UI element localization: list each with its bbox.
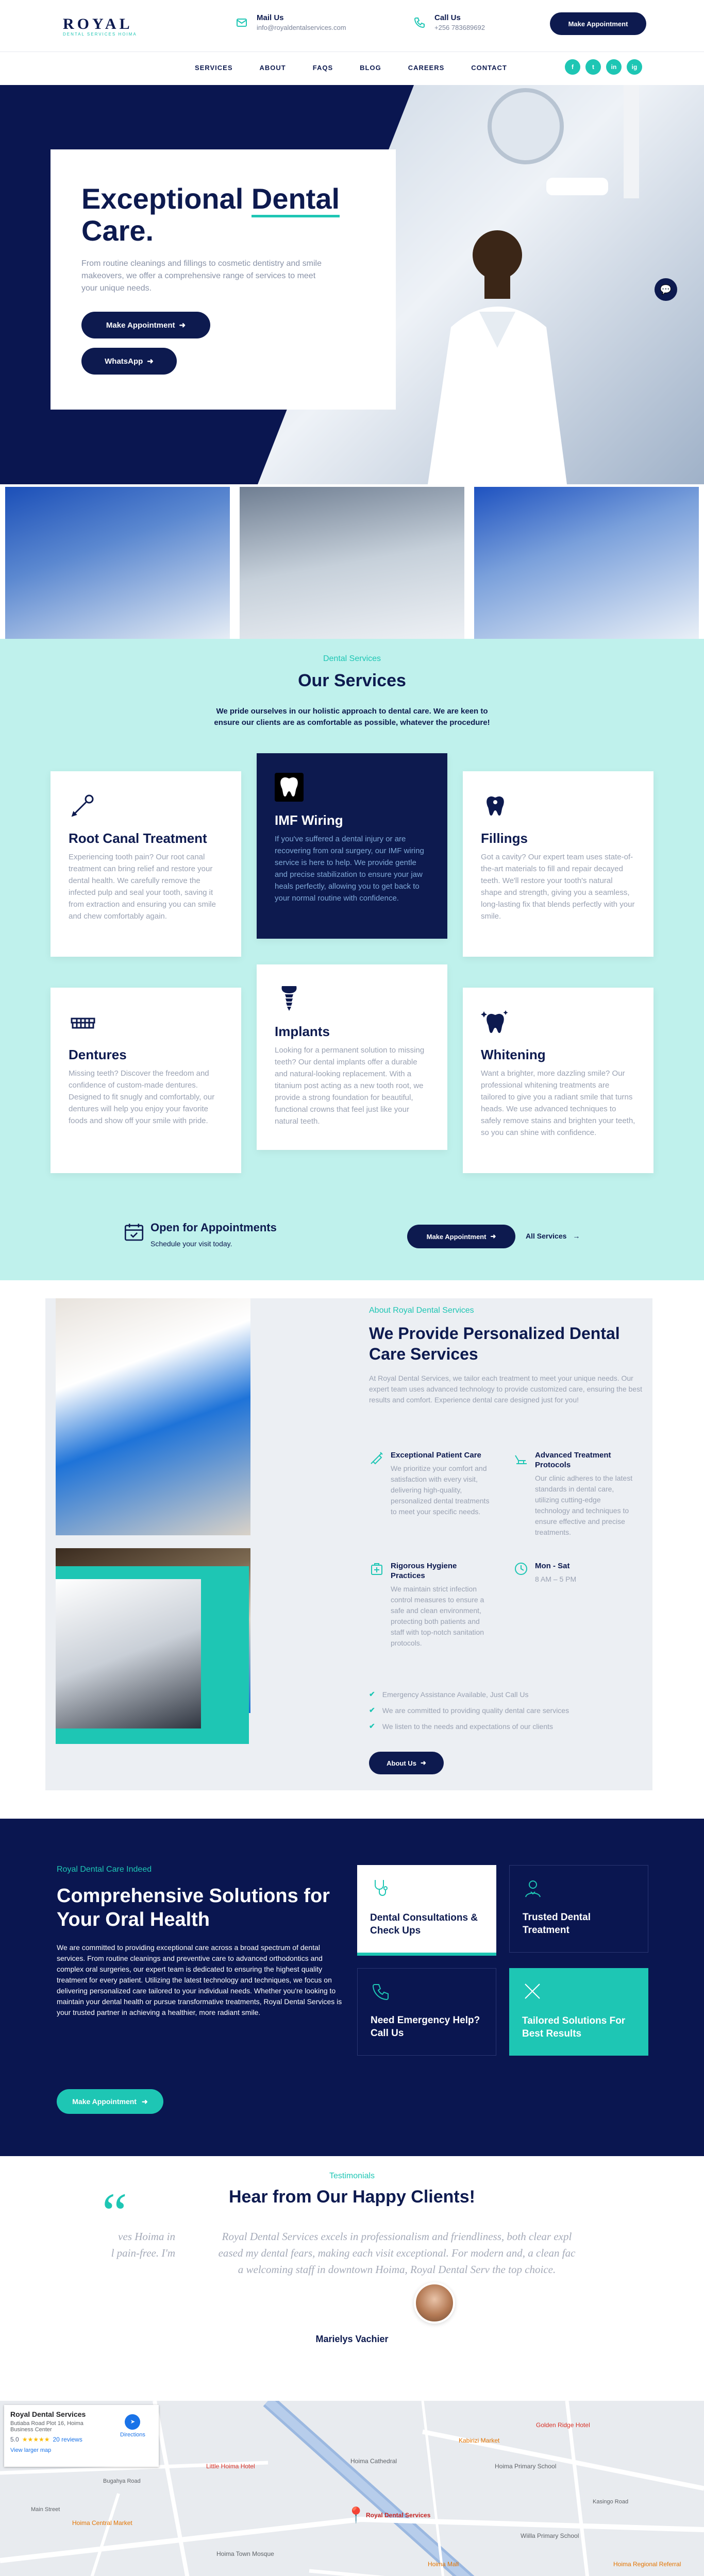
main-nav: [195, 64, 507, 72]
map-reviews-link[interactable]: 20 reviews: [53, 2436, 82, 2443]
solution-box-trusted[interactable]: Trusted Dental Treatment: [509, 1865, 648, 1953]
service-card-whitening[interactable]: [463, 988, 653, 1173]
directions-link[interactable]: ➤ Directions: [120, 2414, 145, 2438]
solutions-title: Comprehensive Solutions for Your Oral Health: [57, 1885, 330, 1930]
about-photo-1: [56, 1298, 250, 1535]
chat-bubble-icon[interactable]: 💬: [655, 278, 677, 301]
arrow-right-icon: ➜: [141, 2097, 148, 2106]
check-icon: ✔: [369, 1690, 375, 1698]
map-label: Hoima Mall: [428, 2561, 459, 2568]
check-item: ✔ Emergency Assistance Available, Just Call Us: [369, 1690, 529, 1699]
services-section: [0, 639, 704, 1280]
map-label: Bugahya Road: [103, 2478, 141, 2484]
service-title: Dentures: [69, 1047, 127, 1062]
map-label: Golden Ridge Hotel: [536, 2421, 590, 2429]
feature-patient-care: Exceptional Patient Care We prioritize your comfort and satisfaction with every visit, delivering high-quality, personalized dental treatments to meet your specific needs.: [369, 1450, 493, 1517]
check-item: ✔ We listen to the needs and expectations of our clients: [369, 1722, 554, 1731]
map-label: Royal Dental Services: [366, 2512, 431, 2519]
service-card-fillings[interactable]: [463, 771, 653, 957]
header-social: [565, 59, 642, 75]
service-title: Implants: [275, 1024, 330, 1039]
twitter-icon[interactable]: t: [585, 59, 601, 75]
about-body: At Royal Dental Services, we tailor each treatment to meet your unique needs. Our expert team uses advanced technology to provide customized care, ensuring the best results and comfort. Experience dental care designed just for you!: [369, 1374, 642, 1404]
tooth-filling-icon: [481, 791, 510, 820]
hero-title: Exceptional Dental Care.: [81, 182, 340, 247]
nav-careers[interactable]: CAREERS: [408, 64, 445, 72]
service-card-root-canal[interactable]: [51, 771, 241, 957]
feature-hygiene: Rigorous Hygiene Practices We maintain strict infection control measures to ensure a safe and clean environment, protecting both patients and staff with top-notch sanitation protocols.: [369, 1561, 493, 1649]
mail-label: Mail Us: [257, 13, 284, 22]
service-card-dentures[interactable]: [51, 988, 241, 1173]
testimonials-section: [0, 2156, 704, 2401]
map-label: Hoima Primary School: [495, 2463, 557, 2470]
nav-contact[interactable]: CONTACT: [471, 64, 507, 72]
about-photo-3: [56, 1579, 201, 1728]
map-place-name: Royal Dental Services: [10, 2410, 86, 2418]
feature-hours: Mon - Sat 8 AM – 5 PM: [513, 1561, 637, 1585]
hero-appointment-button[interactable]: Make Appointment ➜: [81, 312, 210, 338]
map-label: Hoima Town Mosque: [216, 2550, 274, 2557]
services-eyebrow: Dental Services: [323, 654, 381, 663]
map-info-card: [4, 2405, 159, 2467]
call-contact[interactable]: [411, 13, 485, 31]
mail-value: info@royaldentalservices.com: [257, 24, 346, 31]
testimonial-quote: Royal Dental Services excels in professionalism and friendliness, both clear expl eased my dental fears, making each visit exceptional. For modern and, a clean fac a welcoming staff in downtown Hoima, Royal Dental Serv the top choice.: [218, 2230, 576, 2276]
accent-bar: [357, 1953, 496, 1956]
open-appointments-sub: Schedule your visit today.: [150, 1240, 232, 1248]
nav-blog[interactable]: BLOG: [360, 64, 381, 72]
nav-about[interactable]: ABOUT: [259, 64, 286, 72]
solutions-appointment-button[interactable]: Make Appointment ➜: [57, 2089, 163, 2114]
star-rating-icon: ★★★★★: [22, 2436, 50, 2443]
facebook-icon[interactable]: f: [565, 59, 580, 75]
directions-icon: ➤: [125, 2414, 140, 2430]
services-appointment-button[interactable]: Make Appointment ➜: [407, 1225, 515, 1248]
root-canal-tool-icon: [69, 791, 97, 820]
map-label: Hoima Regional Referral: [613, 2561, 681, 2568]
map-embed[interactable]: [0, 2401, 704, 2576]
logo-subtext: DENTAL SERVICES HOIMA: [63, 32, 137, 37]
site-header: [0, 0, 704, 85]
sparkling-tooth-icon: [481, 1007, 510, 1036]
service-card-implants[interactable]: [257, 964, 447, 1150]
check-icon: ✔: [369, 1722, 375, 1730]
about-us-button[interactable]: About Us ➜: [369, 1752, 444, 1774]
nav-services[interactable]: SERVICES: [195, 64, 233, 72]
map-rating: 5.0: [10, 2436, 19, 2443]
dentist-icon: [523, 1878, 543, 1899]
phone-icon: [411, 14, 428, 31]
hero-section: [0, 85, 704, 484]
map-label: Hoima Cathedral: [350, 2458, 397, 2465]
all-services-link[interactable]: All Services →: [526, 1232, 580, 1240]
about-eyebrow: About Royal Dental Services: [369, 1306, 474, 1315]
testimonials-title: Hear from Our Happy Clients!: [229, 2187, 475, 2207]
hero-card: [51, 149, 396, 410]
arrow-right-icon: ➜: [179, 321, 186, 330]
map-label: Main Street: [31, 2506, 60, 2513]
service-body: Experiencing tooth pain? Our root canal treatment can bring relief and restore your dental health. We carefully remove the infected pulp and seal your tooth, saving it from extraction and ensuring you can smile and chew comfortably again.: [69, 853, 216, 921]
service-title: Root Canal Treatment: [69, 831, 207, 846]
logo-text: ROYAL: [63, 15, 133, 32]
mail-icon: [233, 14, 250, 31]
medical-kit-icon: [369, 1561, 384, 1649]
whatsapp-button[interactable]: WhatsApp ➜: [81, 348, 177, 375]
service-body: If you've suffered a dental injury or are recovering from oral surgery, our IMF wiring service is here to help. We provide gentle and precise stabilization to ensure your jaw heals perfectly, allowing you to get back to your normal routine with confidence.: [275, 835, 424, 903]
map-label: Kabirizi Market: [459, 2437, 500, 2444]
service-title: IMF Wiring: [275, 812, 343, 828]
service-body: Looking for a permanent solution to missing teeth? Our dental implants offer a durable and natural-looking replacement. With a titanium post acting as a new tooth root, we provide a strong foundation for beautiful, functional crowns that feel just like your natural teeth.: [275, 1046, 425, 1126]
solutions-eyebrow: Royal Dental Care Indeed: [57, 1865, 152, 1874]
syringe-icon: [369, 1450, 384, 1517]
clinic-photo-3: [474, 487, 699, 639]
map-address: Butiaba Road Plot 16, Hoima Business Center: [10, 2420, 83, 2433]
dental-tools-icon: [522, 1981, 543, 2002]
call-value: +256 783689692: [434, 24, 485, 31]
clinic-photo-2: [240, 487, 464, 639]
hero-body: From routine cleanings and fillings to cosmetic dentistry and smile makeovers, we offer a comprehensive range of services to meet your unique needs.: [81, 259, 322, 293]
quote-icon: “: [102, 2181, 127, 2244]
stethoscope-icon: [370, 1878, 391, 1899]
service-body: Want a brighter, more dazzling smile? Our professional whitening treatments are tailored to give you a radiant smile that turns heads. We use advanced techniques to safely remove stains and brighten your teeth, so you can shine with confidence.: [481, 1069, 635, 1137]
check-item: ✔ We are committed to providing quality dental care services: [369, 1706, 569, 1715]
calendar-icon: [123, 1221, 148, 1247]
emergency-call-icon: [371, 1981, 391, 2002]
client-avatar: [414, 2282, 455, 2324]
map-label: Wiilla Primary School: [521, 2532, 579, 2539]
header-appointment-button[interactable]: Make Appointment: [550, 12, 646, 35]
call-label: Call Us: [434, 13, 461, 22]
about-checklist: [369, 1690, 569, 1731]
service-title: Whitening: [481, 1047, 546, 1062]
clock-icon: [513, 1561, 529, 1585]
view-larger-map-link[interactable]: View larger map: [10, 2447, 52, 2453]
check-icon: ✔: [369, 1706, 375, 1714]
instagram-icon[interactable]: ig: [627, 59, 642, 75]
solution-box-consultations[interactable]: Dental Consultations & Check Ups: [357, 1865, 496, 1953]
map-pin-icon: 📍: [346, 2507, 366, 2524]
dental-chair-icon: [513, 1450, 529, 1538]
previous-testimonial-fragment: ves Hoima in l pain-free. I'm: [111, 2230, 175, 2259]
services-intro: We pride ourselves in our holistic approach to dental care. We are keen to ensure our clients are as comfortable as possible, whatever the procedure!: [214, 707, 490, 727]
arrow-right-icon: ➜: [490, 1232, 496, 1240]
service-title: Fillings: [481, 831, 528, 846]
tooth-icon: [275, 773, 304, 802]
service-body: Missing teeth? Discover the freedom and confidence of custom-made dentures. Designed to fit snugly and comfortably, our dentures will help you enjoy your favorite foods and show off your smile with pride.: [69, 1069, 215, 1125]
testimonials-eyebrow: Testimonials: [329, 2172, 375, 2180]
about-section: [45, 1298, 652, 1790]
solutions-section: [0, 1819, 704, 2156]
arrow-right-icon: ➜: [420, 1759, 426, 1767]
solutions-body: We are committed to providing exceptional care across a broad spectrum of dental services. From routine cleanings and preventive care to advanced orthodontics and complex oral surgeries, our expert team is dedicated to ensuring the highest quality treatment for every patient. Utilizing the latest technology and techniques, we focus on delivering personalized care tailored to your individual needs. Whether you're looking to maintain your dental health or pursue transformative treatments, Royal Dental Services is your trusted partner in achieving a healthier, more radiant smile.: [57, 1943, 342, 2016]
service-body: Got a cavity? Our expert team uses state-of-the-art materials to fill and repair decayed teeth. We'll restore your tooth's natural shape and strength, giving you a seamless, long-lasting fix that blends perfectly with your smile.: [481, 853, 635, 921]
map-label: Kasingo Road: [593, 2499, 629, 2505]
implant-icon: [275, 984, 304, 1013]
client-name: Marielys Vachier: [315, 2334, 389, 2344]
about-title: We Provide Personalized Dental Care Services: [369, 1324, 620, 1363]
clinic-photo-1: [5, 487, 230, 639]
dentures-icon: [69, 1007, 97, 1036]
mail-contact[interactable]: [233, 13, 346, 31]
map-label: Little Hoima Hotel: [206, 2463, 255, 2470]
service-card-imf-wiring[interactable]: [257, 753, 447, 939]
logo[interactable]: [63, 15, 137, 37]
solution-box-tailored[interactable]: Tailored Solutions For Best Results: [509, 1968, 648, 2056]
services-title: Our Services: [298, 671, 406, 690]
feature-treatment-protocols: Advanced Treatment Protocols Our clinic adheres to the latest standards in dental care, utilizing cutting-edge technology and techniques to ensure effective and precise treatments.: [513, 1450, 637, 1538]
arrow-right-icon: →: [573, 1232, 580, 1240]
nav-faqs[interactable]: FAQS: [312, 64, 333, 72]
arrow-right-icon: ➜: [147, 357, 154, 366]
linkedin-icon[interactable]: in: [606, 59, 622, 75]
open-appointments-title: Open for Appointments: [150, 1221, 277, 1234]
solution-box-emergency[interactable]: Need Emergency Help? Call Us: [357, 1968, 496, 2056]
map-label: Hoima Central Market: [72, 2519, 132, 2527]
